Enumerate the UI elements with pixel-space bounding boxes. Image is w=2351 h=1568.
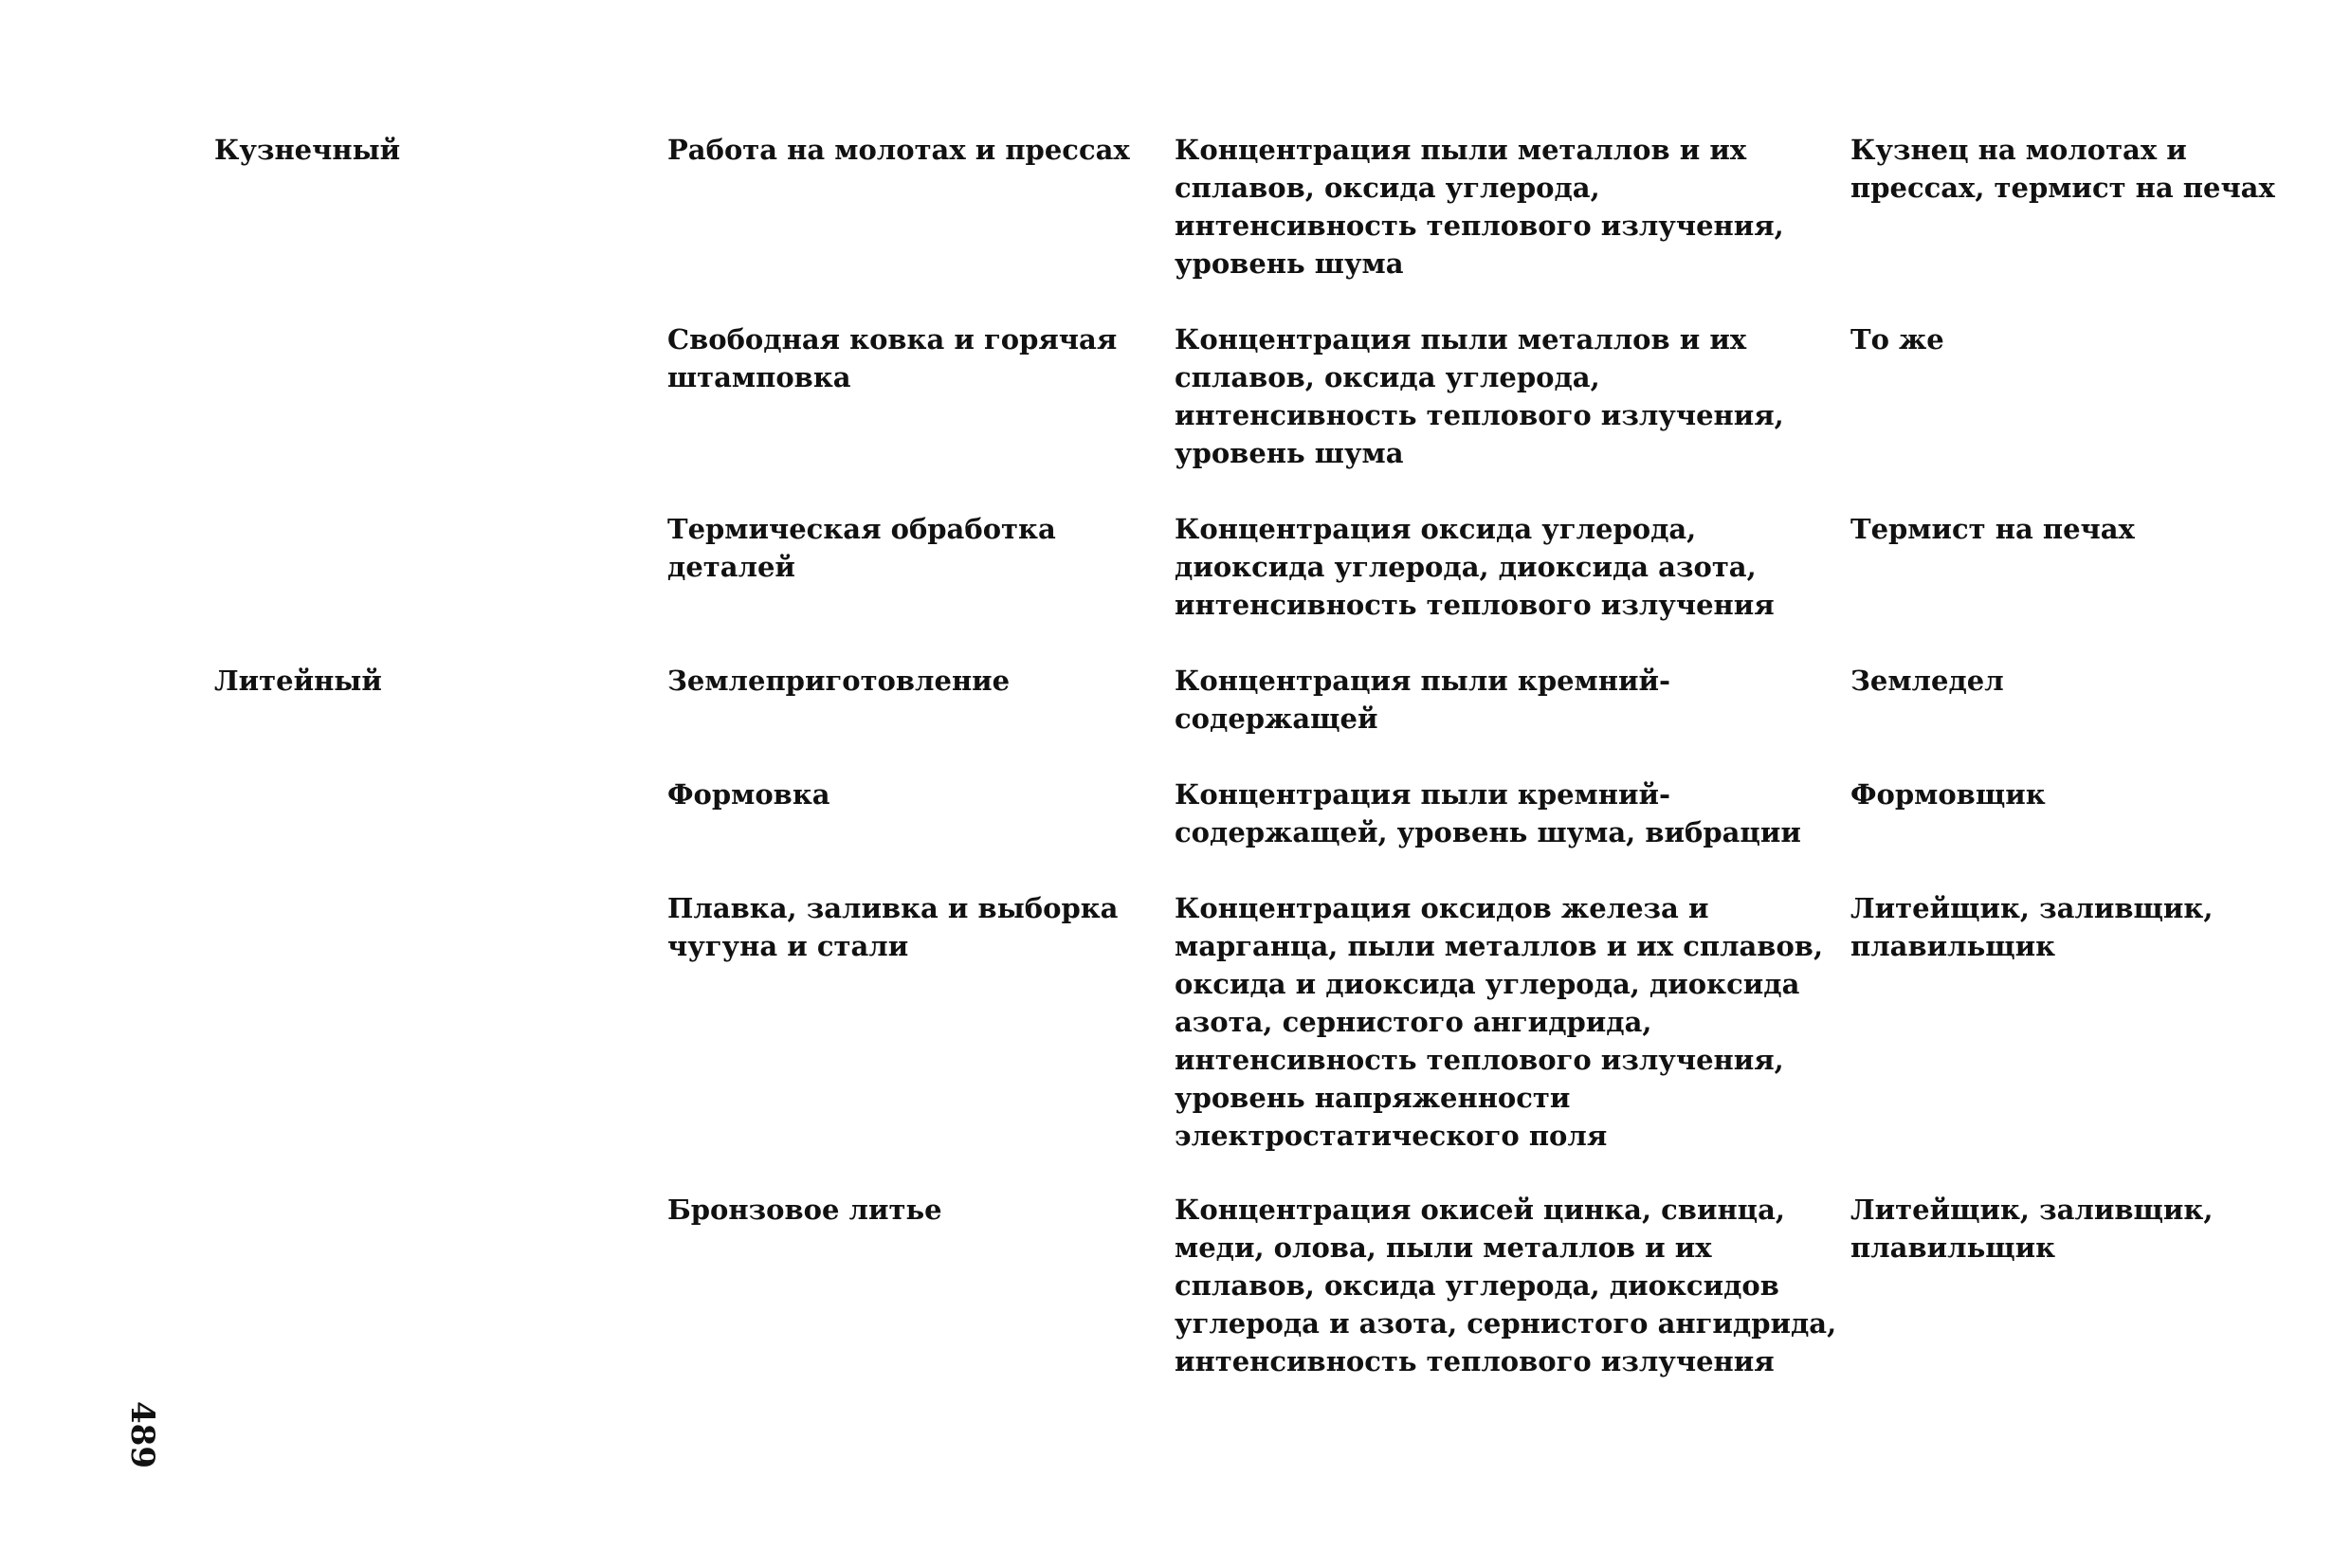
cell-profession: Литейщик, заливщик, плавильщик (1850, 1194, 2214, 1264)
cell-workshop (214, 889, 667, 1191)
cell-workshop (214, 775, 667, 889)
page-number: 489 (123, 1401, 161, 1468)
cell-operation: Бронзовое литье (667, 1194, 942, 1226)
cell-operation: Плавка, заливка и выборка чугуна и стали (667, 892, 1119, 962)
cell-factors: Концентрация окисей цинка, свинца, меди, олова, пыли металлов и их сплавов, оксида углерода, диоксидов углерода и азота, сернистого ангидрида, интенсивность теплового излучения (1175, 1194, 1837, 1377)
cell-profession: Формовщик (1850, 778, 2046, 811)
cell-workshop: Литейный (214, 665, 382, 697)
cell-profession: Кузнец на молотах и прессах, термист на печах (1850, 134, 2275, 204)
cell-operation: Свободная ковка и горячая штамповка (667, 323, 1118, 393)
cell-factors: Концентрация оксида углерода, диоксида углерода, диоксида азота, интенсивность теплового излучения (1175, 513, 1775, 621)
cell-factors: Концентрация оксидов железа и марганца, пыли металлов и их сплавов, оксида и диоксида углерода, диоксида азота, сернистого ангидрида, интенсивность теплового излучения, уровень напряженности электростатического поля (1175, 892, 1824, 1152)
cell-profession: То же (1850, 323, 1944, 356)
cell-workshop (214, 510, 667, 662)
table-row (214, 889, 2281, 1191)
cell-operation: Работа на молотах и прессах (667, 134, 1130, 166)
cell-workshop (214, 1191, 667, 1418)
cell-profession: Литейщик, заливщик, плавильщик (1850, 892, 2214, 962)
cell-factors: Концентрация пыли кремний-содержащей, уровень шума, вибрации (1175, 778, 1801, 848)
cell-factors: Концентрация пыли металлов и их сплавов, оксида углерода, интенсивность теплового излучения, уровень шума (1175, 134, 1784, 280)
cell-workshop: Кузнечный (214, 134, 401, 166)
cell-factors: Концентрация пыли металлов и их сплавов, оксида углерода, интенсивность теплового излучения, уровень шума (1175, 323, 1784, 469)
table-row (214, 1191, 2281, 1418)
table-row (214, 131, 2281, 320)
cell-factors: Концентрация пыли кремний-содержащей (1175, 665, 1671, 735)
table-row (214, 662, 2281, 775)
table-row (214, 320, 2281, 510)
cell-operation: Термическая обработка деталей (667, 513, 1056, 583)
table-row (214, 510, 2281, 662)
table-row (214, 775, 2281, 889)
cell-profession: Термист на печах (1850, 513, 2135, 545)
cell-profession: Земледел (1850, 665, 2004, 697)
cell-workshop (214, 320, 667, 510)
workshop-hazards-table (214, 131, 2281, 1418)
cell-operation: Землеприготовление (667, 665, 1011, 697)
cell-operation: Формовка (667, 778, 830, 811)
